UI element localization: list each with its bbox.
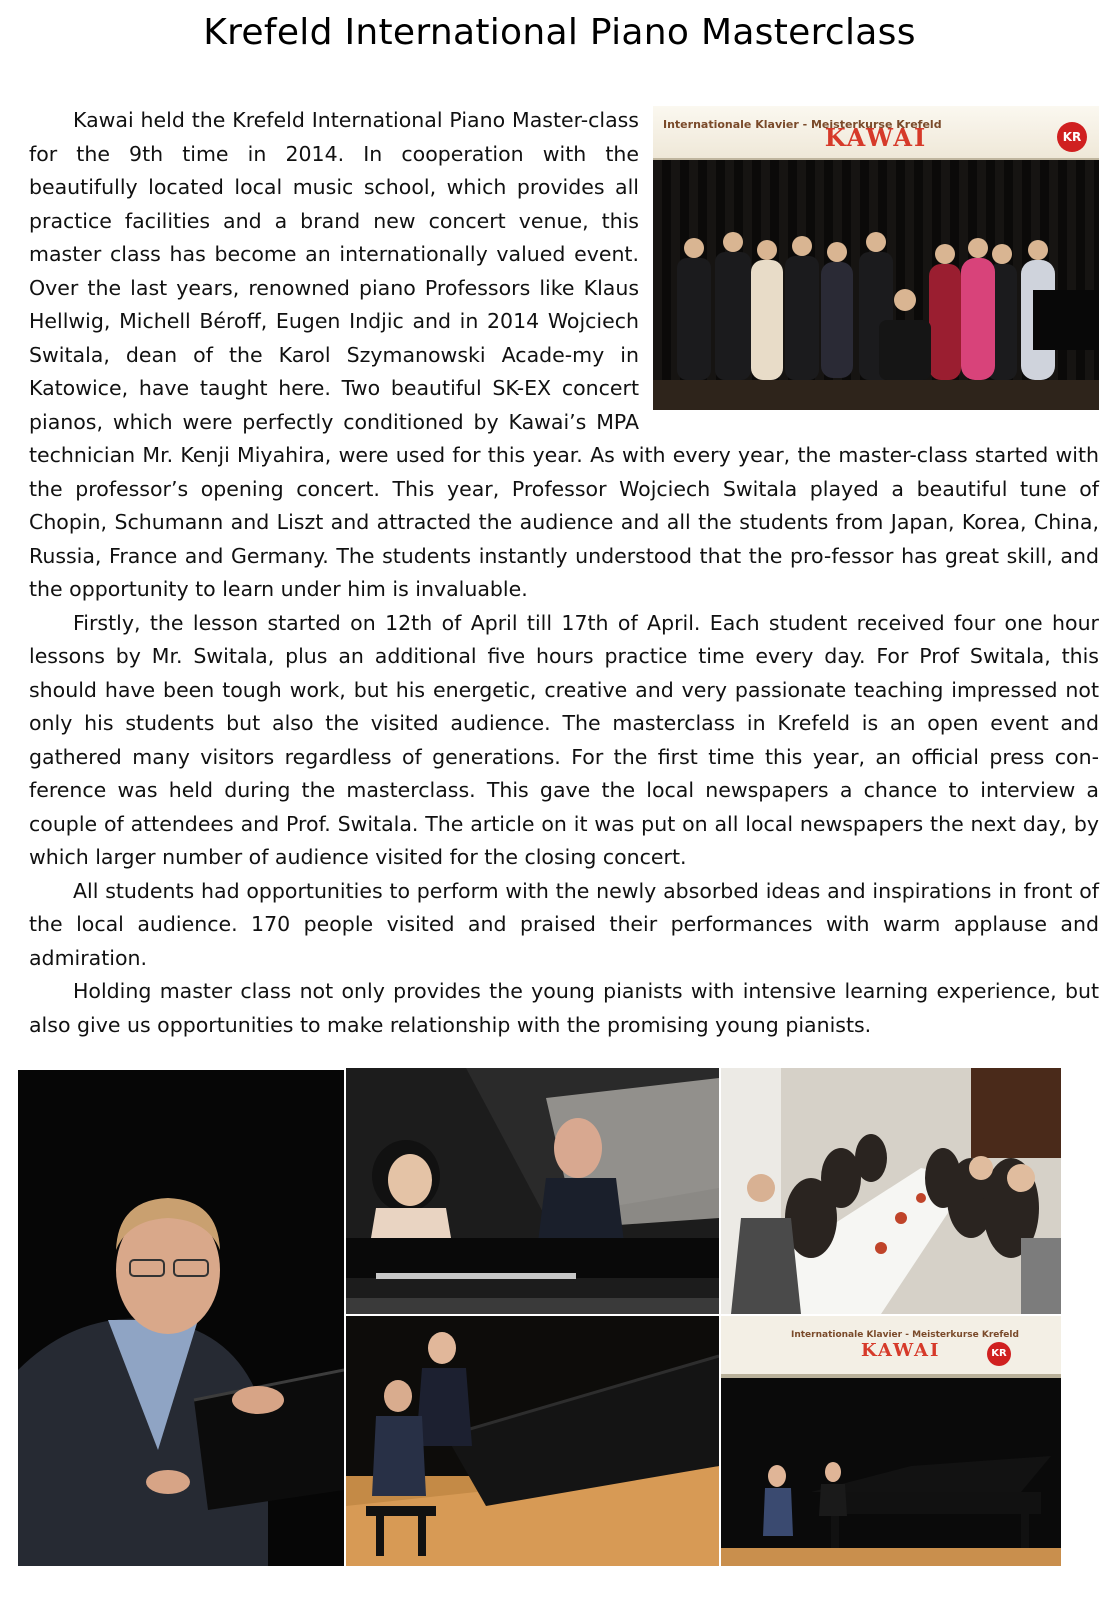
stage-scene	[653, 160, 1099, 410]
professor-playing-photo	[18, 1070, 344, 1566]
banner-subtitle: Internationale Klavier - Meisterkurse Krefeld	[663, 118, 942, 131]
paragraph-3: All students had opportunities to perform with the newly absorbed ideas and inspirations in front of the local audience. 170 people visited and praised their performances with warm applause and admiration.	[29, 878, 1099, 970]
paragraph-4: Holding master class not only provides the young pianists with intensive learning experience, but also give us opportunities to make relationship with the promising young pianists.	[29, 979, 1099, 1037]
lesson-photo	[346, 1068, 719, 1314]
page-title: Krefeld International Piano Masterclass	[203, 12, 916, 53]
paragraph-1: Kawai held the Krefeld International Piano Master-class for the 9th time in 2014. In cooperation with the beautifully located local music school, which provides all practice facilities and a brand new concert venue, this master class has become an internationally valued event. Over the last years, renowned piano Professors like Klaus Hellwig, Michell Béroff, Eugen Indjic and in 2014 Wojciech Switala, dean of the Karol Szymanowski Acade-my in Katowice, have taught here. Two beautiful SK-EX concert pianos, which were perfectly conditioned by Kawai’s MPA technician Mr. Kenji Miyahira, were used for this year. As with every year, the master-class started with the professor’s opening concert. This year, Professor Wojciech Switala played a beautiful tune of Chopin, Schumann and Liszt and attracted the audience and all the students from Japan, Korea, China, Russia, France and Germany. The students instantly understood that the pro-fessor has great skill, and the opportunity to learn under him is invaluable.	[29, 108, 1099, 601]
event-banner	[653, 106, 1099, 160]
hall-banner-logo: KR	[987, 1342, 1011, 1366]
group-figures	[653, 160, 1099, 410]
banner-brand: KAWAI	[824, 123, 928, 152]
duet-photo	[346, 1316, 719, 1566]
dinner-photo	[721, 1068, 1061, 1314]
group-photo	[653, 106, 1099, 410]
article-body	[29, 104, 1099, 1042]
hall-banner-brand: KAWAI	[861, 1340, 941, 1361]
paragraph-2: Firstly, the lesson started on 12th of April till 17th of April. Each student received four one hour lessons by Mr. Switala, plus an additional five hours practice time every day. For Prof Switala, this should have been tough work, but his energetic, creative and very passionate teaching impressed not only his students but also the visited audience. The masterclass in Krefeld is an open event and gathered many visitors regardless of generations. For the first time this year, an official press con-ference was held during the masterclass. This gave the local newspapers a chance to interview a couple of attendees and Prof. Switala. The article on it was put on all local newspapers the next day, by which larger number of audience visited for the closing concert.	[29, 610, 1099, 869]
concert-hall-photo	[721, 1316, 1061, 1566]
banner-logo: KR	[1057, 122, 1087, 152]
hall-banner-subtitle: Internationale Klavier - Meisterkurse Krefeld	[791, 1330, 1019, 1340]
